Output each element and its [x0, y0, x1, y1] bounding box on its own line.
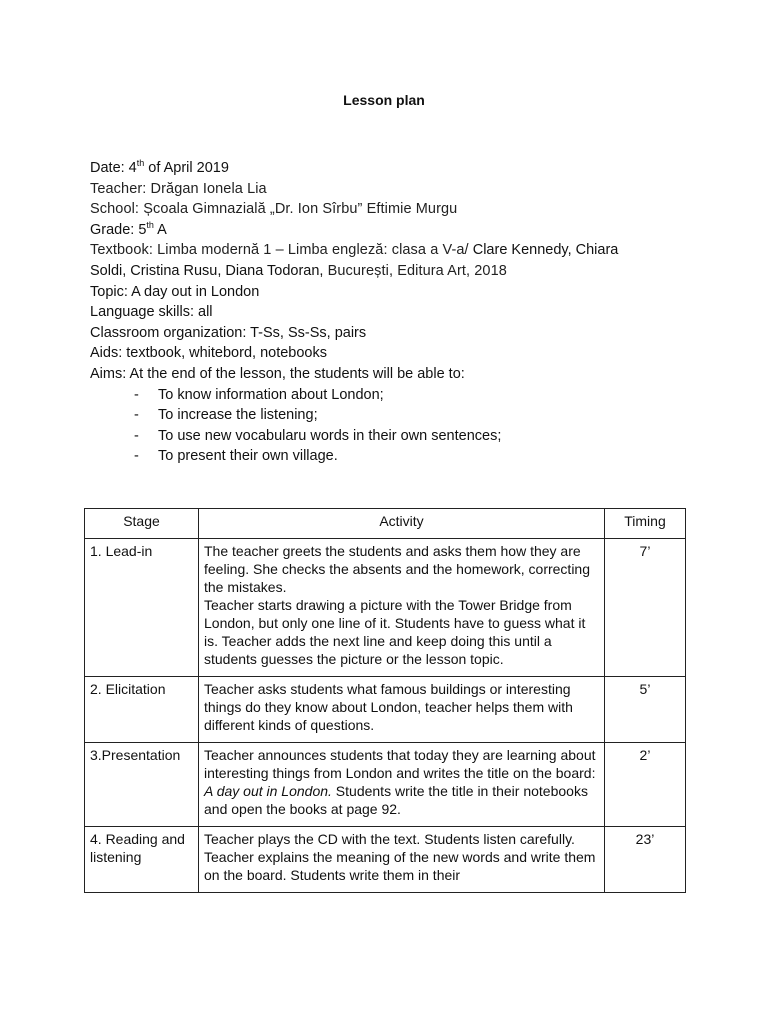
aims-list: [90, 385, 710, 467]
header-activity: Activity: [199, 509, 605, 539]
date-prefix: Date: 4: [90, 160, 137, 176]
table-row: [85, 677, 686, 743]
aim-text: To use new vocabularu words in their own sentences;: [158, 427, 502, 444]
school-line: School: Școala Gimnazială „Dr. Ion Sîrbu” Eftimie Murgu: [90, 201, 458, 218]
stage-cell: 2. Elicitation: [85, 677, 199, 743]
list-item: [90, 426, 710, 447]
grade-suffix: A: [153, 221, 167, 238]
table-row: [85, 827, 686, 893]
date-sup: th: [136, 158, 145, 169]
list-item: [90, 446, 710, 467]
textbook-line-1: [90, 240, 710, 261]
activity-paragraph: Teacher starts drawing a picture with the Tower Bridge from London, but only one line of it. Students have to guess what it is. Teacher adds the next line and keep doing this until a students guesses the picture or the lesson topic.: [204, 597, 586, 667]
activity-text: Teacher announces students that today they are learning about interesting things from London and writes the title on the board:: [204, 747, 596, 781]
aim-text: To increase the listening;: [158, 407, 318, 424]
aim-text: To know information about London;: [158, 386, 384, 403]
textbook-authors-1: Clare Kennedy, Chiara: [468, 242, 619, 259]
stage-cell: 4. Reading and listening: [85, 827, 199, 893]
activity-cell: Teacher plays the CD with the text. Students listen carefully. Teacher explains the meaning of the new words and write them on the board. Students write them in their: [199, 827, 605, 893]
topic-line: Topic: A day out in London: [90, 283, 260, 300]
bullet-dash: -: [134, 386, 139, 403]
timing-cell: 5’: [605, 677, 686, 743]
activity-cell: [199, 743, 605, 827]
date-line: [90, 158, 710, 179]
timing-cell: 23’: [605, 827, 686, 893]
grade-line: [90, 220, 710, 241]
timing-cell: 2’: [605, 743, 686, 827]
table-row: [85, 743, 686, 827]
language-skills-line: Language skills: all: [90, 304, 213, 321]
list-item: [90, 385, 710, 406]
activity-cell: [199, 539, 605, 677]
classroom-organization-line: Classroom organization: T-Ss, Ss-Ss, pairs: [90, 324, 367, 341]
activity-paragraph: The teacher greets the students and asks them how they are feeling. She checks the absents and the homework, correcting the mistakes.: [204, 543, 590, 595]
textbook-authors-2: Soldi, Cristina Rusu, Diana Todoran,: [90, 262, 324, 279]
stage-cell: 1. Lead-in: [85, 539, 199, 677]
date-suffix: of April 2019: [144, 160, 229, 176]
textbook-label: Textbook: Limba modernă 1 – Limba engleză: clasa a V-a/: [90, 242, 469, 259]
table-row: [85, 539, 686, 677]
header-timing: Timing: [605, 509, 686, 539]
textbook-publisher: București, Editura Art, 2018: [323, 262, 507, 279]
header-stage: Stage: [85, 509, 199, 539]
page-title: Lesson plan: [343, 92, 425, 108]
stage-cell: 3.Presentation: [85, 743, 199, 827]
aim-text: To present their own village.: [158, 448, 338, 465]
grade-sup: th: [146, 219, 154, 230]
lesson-plan-table: [84, 508, 686, 893]
grade-prefix: Grade: 5: [90, 221, 147, 238]
activity-title-emphasis: A day out in London.: [204, 783, 332, 799]
textbook-line-2: [90, 261, 710, 282]
bullet-dash: -: [134, 427, 139, 444]
aids-line: Aids: textbook, whitebord, notebooks: [90, 345, 327, 362]
list-item: [90, 405, 710, 426]
activity-cell: Teacher asks students what famous buildings or interesting things do they know about London, teacher helps them with different kinds of questions.: [199, 677, 605, 743]
lesson-details: [90, 158, 710, 467]
teacher-line: Teacher: Drăgan Ionela Lia: [90, 180, 267, 197]
table-header-row: [85, 509, 686, 539]
bullet-dash: -: [134, 407, 139, 424]
timing-cell: 7’: [605, 539, 686, 677]
bullet-dash: -: [134, 448, 139, 465]
activity-text: Students write the title in their notebooks and open the books at page 92.: [204, 783, 588, 817]
aims-intro-line: Aims: At the end of the lesson, the students will be able to:: [90, 365, 465, 382]
